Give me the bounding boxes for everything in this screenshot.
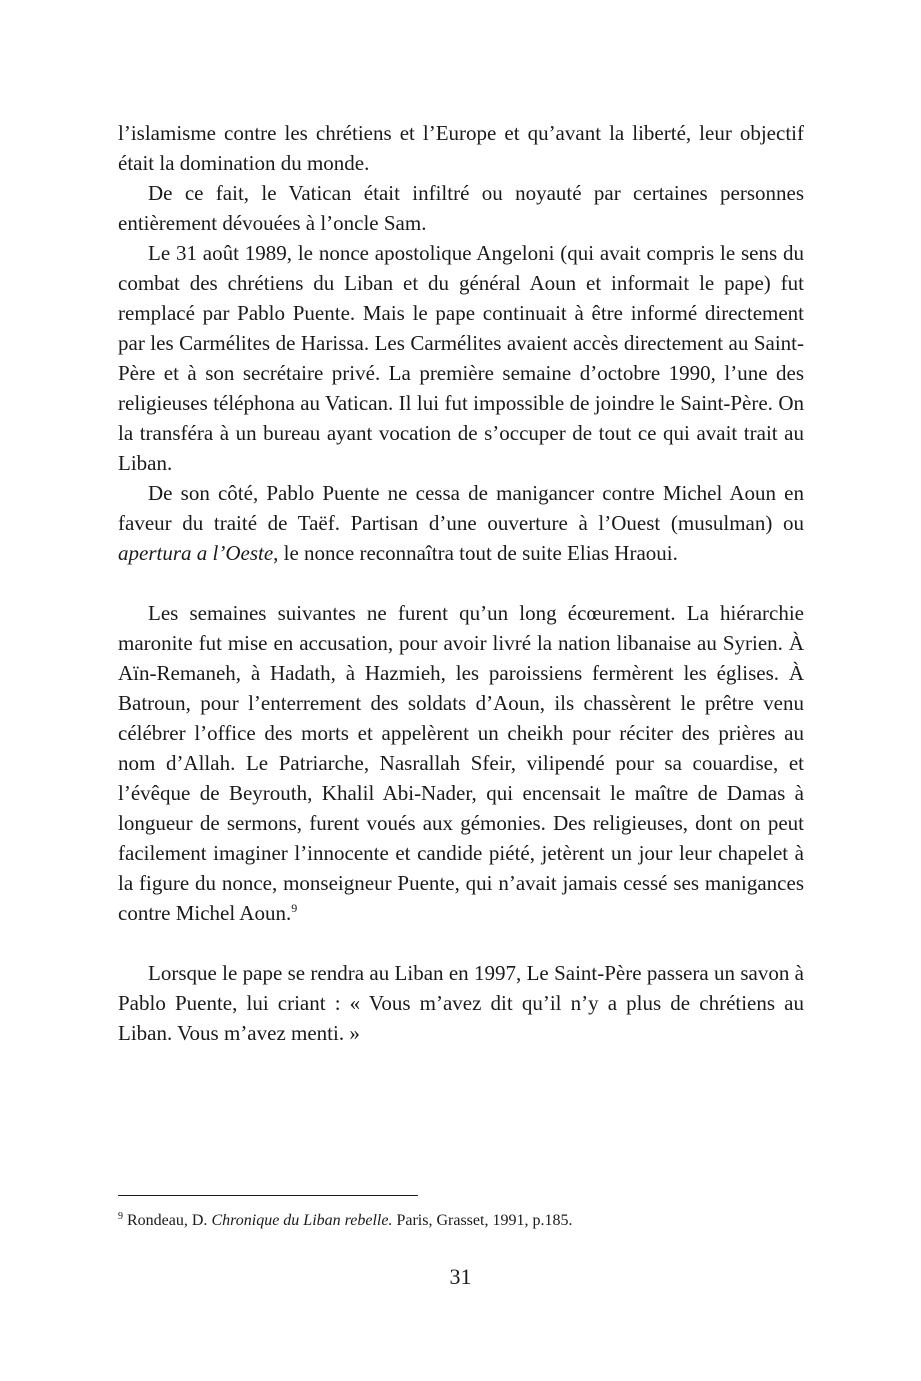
page-number: 31 — [449, 1264, 472, 1289]
footnote-number: 9 — [118, 1211, 123, 1222]
paragraph-4 — [118, 478, 804, 568]
footnote-book-title: Chronique du Liban rebelle. — [211, 1212, 393, 1229]
paragraph-1: l’islamisme contre les chrétiens et l’Europe et qu’avant la liberté, leur objectif était la domination du monde. — [118, 121, 804, 175]
section-gap — [118, 568, 804, 598]
paragraph-4-text-after: , le nonce reconnaîtra tout de suite Elias Hraoui. — [273, 541, 678, 565]
paragraph-2: De ce fait, le Vatican était infiltré ou noyauté par certaines personnes entièrement dévouées à l’oncle Sam. — [118, 181, 804, 235]
footnote-divider — [118, 1195, 418, 1196]
section-gap — [118, 928, 804, 958]
footnote-reference[interactable]: 9 — [291, 901, 298, 915]
paragraph-5-text: Les semaines suivantes ne furent qu’un long écœurement. La hiérarchie maronite fut mise en accusation, pour avoir livré la nation libanaise au Syrien. À Aïn-Remaneh, à Hadath, à Hazmieh, les paroissiens fermèrent les églises. À Batroun, pour l’enterrement des soldats d’Aoun, ils chassèrent le prêtre venu célébrer l’office des morts et appelèrent un cheikh pour réciter des prières au nom d’Allah. Le Patriarche, Nasrallah Sfeir, vilipendé pour sa couardise, et l’évêque de Beyrouth, Khalil Abi-Nader, qui encensait le maître de Damas à longueur de sermons, furent voués aux gémonies. Des religieuses, dont on peut facilement imaginer l’innocente et candide piété, jetèrent un jour leur chapelet à la figure du nonce, monseigneur Puente, qui n’avait jamais cessé ses manigances contre Michel Aoun. — [118, 601, 804, 925]
paragraph-4-italic-phrase: apertura a l’Oeste — [118, 541, 274, 565]
footnote — [118, 1210, 804, 1232]
paragraph-3: Le 31 août 1989, le nonce apostolique Angeloni (qui avait compris le sens du combat des chrétiens du Liban et du général Aoun et informait le pape) fut remplacé par Pablo Puente. Mais le pape continuait à être informé directement par les Carmélites de Harissa. Les Carmélites avaient accès directement au Saint-Père et à son secrétaire privé. La première semaine d’octobre 1990, l’une des religieuses téléphona au Vatican. Il lui fut impossible de joindre le Saint-Père. On la transféra à un bureau ayant vocation de s’occuper de tout ce qui avait trait au Liban. — [118, 241, 804, 475]
footnote-text-after: Paris, Grasset, 1991, p.185. — [392, 1212, 573, 1229]
footnote-text-before: Rondeau, D. — [123, 1212, 212, 1229]
paragraph-6: Lorsque le pape se rendra au Liban en 1997, Le Saint-Père passera un savon à Pablo Puente, lui criant : « Vous m’avez dit qu’il n’y a plus de chrétiens au Liban. Vous m’avez menti. » — [118, 961, 804, 1045]
paragraph-5 — [118, 598, 804, 928]
page-body — [118, 118, 804, 1048]
paragraph-4-text-before: De son côté, Pablo Puente ne cessa de manigancer contre Michel Aoun en faveur du traité de Taëf. Partisan d’une ouverture à l’Ouest (musulman) ou — [118, 481, 804, 535]
